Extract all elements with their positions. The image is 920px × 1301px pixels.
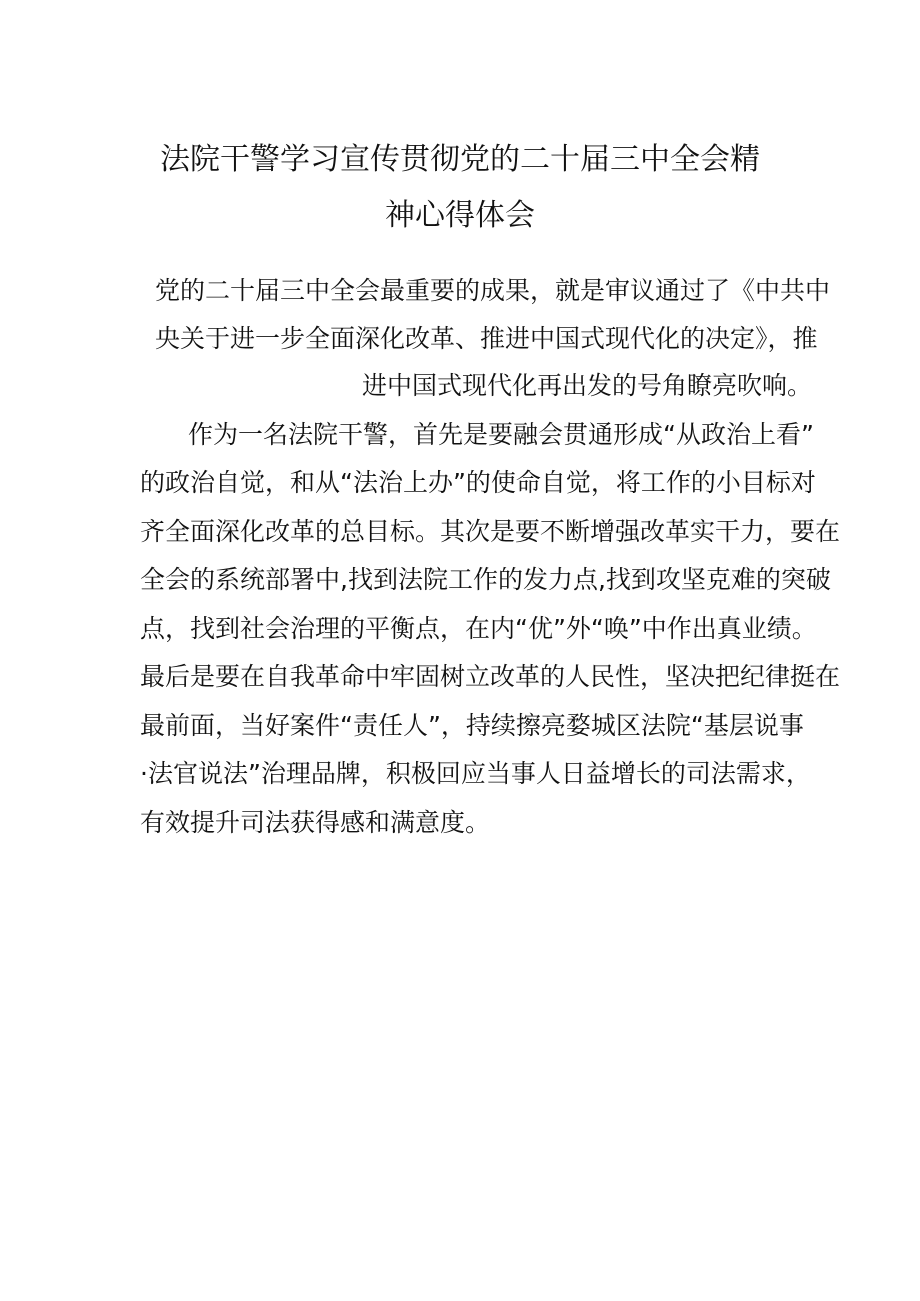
document-title-line-2: 神心得体会 bbox=[385, 198, 535, 233]
document-title-line-1: 法院干警学习宣传贯彻党的二十届三中全会精 bbox=[160, 142, 760, 177]
paragraph-2-line-2: 的政治自觉，和从“法治上办”的使命自觉，将工作的小目标对 bbox=[140, 468, 816, 497]
paragraph-2-line-5: 点，找到社会治理的平衡点，在内“优”外“唤”中作出真业绩。 bbox=[140, 614, 817, 643]
paragraph-2-line-9: 有效提升司法获得感和满意度。 bbox=[140, 808, 491, 837]
paragraph-1-line-2: 央关于进一步全面深化改革、推进中国式现代化的决定》，推 bbox=[155, 324, 818, 353]
paragraph-2-line-7: 最前面，当好案件“责任人”，持续擦亮婺城区法院“基层说事 bbox=[140, 711, 804, 740]
paragraph-1-line-3: 进中国式现代化再出发的号角瞭亮吹响。 bbox=[362, 371, 813, 400]
paragraph-2-line-3: 齐全面深化改革的总目标。其次是要不断增强改革实干力，要在 bbox=[140, 517, 841, 546]
paragraph-2-line-8: ·法官说法”治理品牌，积极回应当事人日益增长的司法需求， bbox=[140, 759, 811, 788]
paragraph-1-line-1: 党的二十届三中全会最重要的成果，就是审议通过了《中共中 bbox=[155, 276, 831, 305]
paragraph-2-line-1: 作为一名法院干警，首先是要融会贯通形成“从政治上看” bbox=[188, 420, 814, 449]
paragraph-2-line-4: 全会的系统部署中,找到法院工作的发力点,找到攻坚克难的突破 bbox=[140, 565, 831, 594]
paragraph-2-line-6: 最后是要在自我革命中牢固树立改革的人民性，坚决把纪律挺在 bbox=[140, 662, 841, 691]
